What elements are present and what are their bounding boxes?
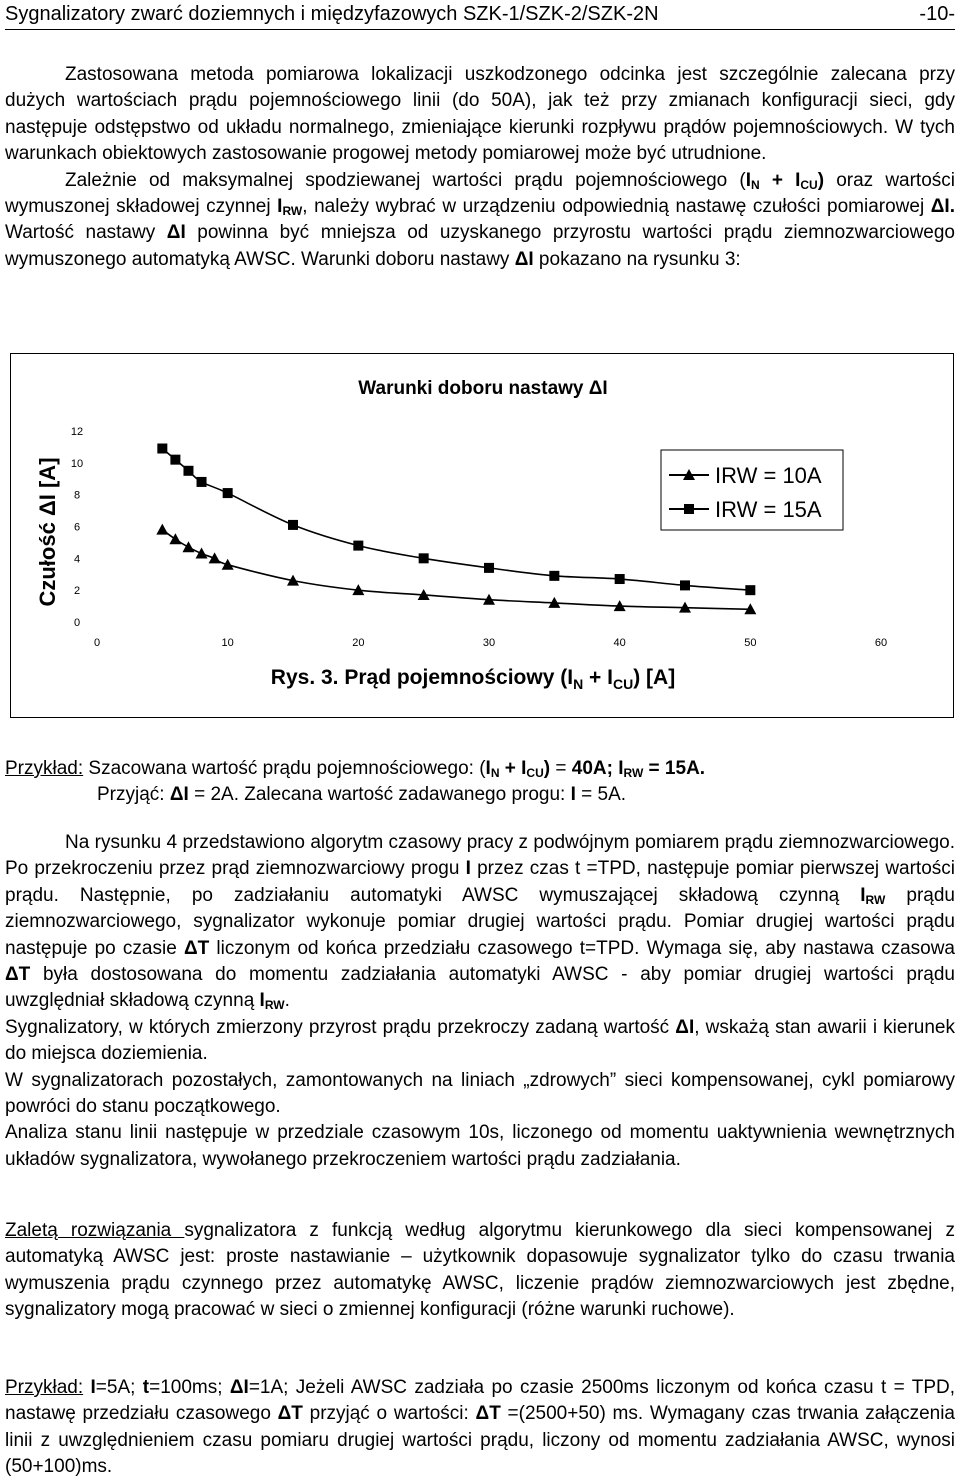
body-paragraph-3: W sygnalizatorach pozostałych, zamontowanych na liniach „zdrowych” sieci kompensowanej, cykl pomiarowy powróci do stanu początkowego. <box>5 1069 955 1118</box>
data-point-square <box>615 574 625 584</box>
data-point-square <box>157 444 167 454</box>
advantage-paragraph: Zaletą rozwiązania sygnalizatora z funkcją według algorytmu kierunkowego dla sieci kompensowanej z automatyką AWSC jest: proste nastawianie – użytkownik dopasowuje sygnalizator tylko do czasu trwania wymuszenia prądu czynnego przez automatykę AWSC, liczenie prądów ziemnozwarciowych jest zbędne, sygnalizatory mogą pracować w sieci o zmiennej konfiguracji (różne warunki ruchowe). <box>5 1220 955 1321</box>
legend-label-triangle: IRW = 10A <box>715 463 822 488</box>
y-tick-label: 6 <box>73 521 81 534</box>
x-axis-label: Rys. 3. Prąd pojemnościowy $(I_N + I_{CU})$ [A] <box>270 666 676 692</box>
y-axis-label: Czułość ΔI [A] <box>35 457 60 607</box>
body-text <box>5 830 955 1173</box>
y-tick-label: 4 <box>73 553 81 566</box>
body-paragraph-1: Na rysunku 4 przedstawiono algorytm czasowy pracy z podwójnym pomiarem prądu ziemnozwarciowego. Po przekroczeniu przez prąd ziemnozwarciowy progu I przez czas t =TPD, następuje pomiar pierwszej wartości prądu. Następnie, po zadziałaniu automatyki AWSC wymuszającej składową czynną $I_{RW}$ prądu ziemnozwarciowego, sygnalizator wykonuje pomiar drugiej wartości prądu. Pomiar drugiej wartości prądu następuje po czasie ΔT liczonym od końca przedziału czasowego t=TPD. Wymaga się, aby nastawa czasowa ΔT była dostosowana do momentu zadziałania automatyki AWSC - aby pomiar drugiej wartości prądu uwzględniał składową czynną $I_{RW}$. <box>5 832 955 1013</box>
y-tick-label: 8 <box>73 489 81 502</box>
data-point-square <box>484 563 494 573</box>
body-paragraph-2: Sygnalizatory, w których zmierzony przyrost prądu przekroczy zadaną wartość ΔI, wskażą stan awarii i kierunek do miejsca doziemienia. <box>5 1016 955 1065</box>
header-rule <box>5 29 955 30</box>
x-tick-label: 40 <box>613 637 626 649</box>
example-2: Przykład: I=5A; t=100ms; ΔI=1A; Jeżeli AWSC zadziała po czasie 2500ms liczonym od końca czasu t = TPD, nastawę przedziału czasowego ΔT przyjąć o wartości: ΔT =(2500+50) ms. Wymagany czas trwania załączenia linii z uwzględnieniem czasu pomiaru drugiej wartości prądu, liczony od momentu zadziałania AWSC, wynosi (50+100)ms. <box>5 1377 955 1478</box>
data-point-triangle <box>209 552 221 563</box>
data-point-square <box>680 580 690 590</box>
y-tick-label: 2 <box>73 585 81 598</box>
data-point-square <box>745 585 755 595</box>
data-point-square <box>288 520 298 530</box>
chart-frame <box>10 353 954 718</box>
chart-title: Warunki doboru nastawy ΔI <box>358 378 608 399</box>
data-point-square <box>170 455 180 465</box>
intro-paragraphs <box>5 62 955 273</box>
body-paragraph-4: Analiza stanu linii następuje w przedziale czasowym 10s, liczonego od momentu uaktywnienia wewnętrznych układów sygnalizatora, wywołanego przekroczeniem wartości prądu zadziałania. <box>5 1122 955 1170</box>
page-number: -10- <box>919 3 955 25</box>
data-point-triangle <box>169 533 181 544</box>
legend-label-square: IRW = 15A <box>715 497 822 522</box>
data-point-square <box>353 541 363 551</box>
advantage-label: Zaletą rozwiązania <box>5 1220 185 1241</box>
example-1-label: Przykład: <box>5 758 84 779</box>
page-header <box>5 2 955 28</box>
x-tick-label: 10 <box>221 637 234 649</box>
legend-marker-square <box>684 504 694 514</box>
y-tick-label: 12 <box>70 426 84 438</box>
series-line-triangle <box>162 530 750 610</box>
data-point-square <box>183 466 193 476</box>
intro-paragraph-1: Zastosowana metoda pomiarowa lokalizacji uszkodzonego odcinka jest szczególnie zalecana przy dużych wartościach prądu pojemnościowego linii (do 50A), jak też przy zmianach konfiguracji sieci, gdy następuje odstępstwo od układu normalnego, zmieniające kierunki rozpływu prądów pojemnościowych. W tych warunkach obiektowych zastosowanie progowej metody pomiarowej może być utrudnione. <box>5 64 955 165</box>
x-tick-label: 60 <box>874 637 888 649</box>
data-point-square <box>419 553 429 563</box>
x-tick-label: 50 <box>744 637 757 649</box>
x-tick-label: 30 <box>482 637 496 649</box>
data-point-square <box>197 477 207 487</box>
example-1: Przykład: Szacowana wartość prądu pojemnościowego: $(I_N + I_{CU}) = 40A$; $I_{RW} = 15A$. Przyjąć: ΔI = 2A. Zalecana wartość zadawanego progu: I = 5A. <box>5 758 706 806</box>
y-tick-label: 0 <box>73 617 81 629</box>
data-point-triangle <box>182 541 194 552</box>
data-point-square <box>223 488 233 498</box>
example-2-label: Przykład: <box>5 1377 84 1398</box>
document-title: Sygnalizatory zwarć doziemnych i międzyfazowych SZK-1/SZK-2/SZK-2N <box>5 3 659 25</box>
x-tick-label: 0 <box>93 637 101 649</box>
x-tick-label: 20 <box>352 637 365 649</box>
data-point-triangle <box>196 548 208 559</box>
intro-paragraph-2: Zależnie od maksymalnej spodziewanej wartości prądu pojemnościowego $(I_N + I_{CU})$ oraz wartości wymuszonej składowej czynnej $I_{RW}$, należy wybrać w urządzeniu odpowiednią nastawę czułości pomiarowej ΔI. Wartość nastawy ΔI powinna być mniejsza od uzyskanego przyrostu wartości prądu ziemnozwarciowego wymuszonego automatyką AWSC. Warunki doboru nastawy ΔI pokazano na rysunku 3: <box>5 169 956 270</box>
data-point-square <box>549 571 559 581</box>
chart-svg <box>11 354 955 719</box>
data-point-triangle <box>156 524 168 535</box>
y-tick-label: 10 <box>70 457 84 470</box>
